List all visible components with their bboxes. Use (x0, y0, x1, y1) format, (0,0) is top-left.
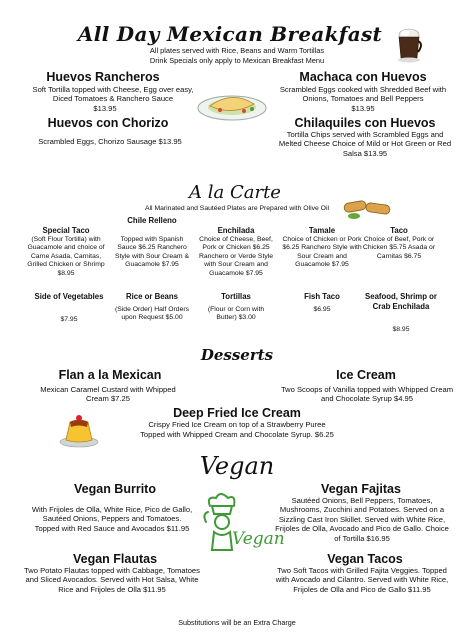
flan-desc: Mexican Caramel Custard with Whipped Cream $7.25 (40, 385, 176, 404)
footer-note: Substitutions will be an Extra Charge (178, 618, 296, 627)
deep-fried-desc-2: Topped with Whipped Cream and Chocolate Syrup. $6.25 (140, 430, 334, 439)
vegan-fajitas-desc: Sautéed Onions, Bell Peppers, Tomatoes, Mushrooms, Zucchini and Potatoes. Served on a Sizzling Cast Iron Skillet. Served with White Rice, Frijoles de Olla, Avocado and Pico de Gallo. Choice of Tortilla $16.95 (275, 496, 449, 543)
flan-icon (58, 414, 100, 448)
menu-title: All Day Mexican Breakfast (77, 22, 383, 46)
tamale-title: Tamale (308, 226, 336, 235)
desserts-title: Desserts (200, 346, 274, 364)
vegan-logo-text: Vegan (232, 529, 285, 549)
a-la-carte-note: All Marinated and Sautéed Plates are Prepared with Olive Oil (145, 205, 329, 212)
vegan-chef-logo (196, 492, 285, 556)
tamale-desc: Choice of Chicken or Pork $6.25 Ranchero Style with Sour Cream and Guacamole $7.95 (282, 236, 362, 269)
special-taco-desc: (Soft Flour Tortilla) with Guacamole and choice of Carne Asada, Carnitas, Grilled Chicken or Shrimp $8.95 (27, 236, 105, 277)
chile-relleno-title: Chile Relleno (127, 216, 177, 225)
machaca-price: $13.95 (351, 104, 375, 113)
ice-cream-desc: Two Scoops of Vanilla topped with Whipped Cream and Chocolate Syrup $4.95 (280, 385, 454, 404)
enchilada-desc: Choice of Cheese, Beef, Pork or Chicken $6.25 Ranchero or Verde Style with Sour Cream and Guacamole $7.95 (198, 236, 274, 277)
vegan-burrito-desc: With Frijoles de Olla, White Rice, Pico de Gallo, Sautéed Onions, Peppers and Tomatoes. Topped with Red Sauce and Avocados $11.95 (31, 505, 193, 533)
fish-taco-price: $6.95 (313, 306, 331, 313)
seafood-enchilada-price: $8.95 (392, 326, 410, 333)
deep-fried-desc-1: Crispy Fried Ice Cream on top of a Strawberry Puree (148, 420, 326, 429)
huevos-rancheros-price: $13.95 (93, 104, 117, 113)
taco-desc: Choice of Beef, Pork or Chicken $5.75 Asada or Carnitas $6.75 (362, 236, 436, 260)
ice-cream-title: Ice Cream (336, 368, 396, 382)
menu-subtitle-1: All plates served with Rice, Beans and Warm Tortillas (149, 46, 325, 55)
huevos-chorizo-title: Huevos con Chorizo (47, 116, 169, 130)
enchilada-title: Enchilada (217, 226, 255, 235)
huevos-rancheros-title: Huevos Rancheros (46, 70, 160, 84)
tortillas-title: Tortillas (221, 292, 251, 301)
vegan-fajitas-title: Vegan Fajitas (321, 482, 401, 496)
taco-title: Taco (390, 226, 408, 235)
tortillas-desc: (Flour or Corn with Butter) $3.00 (207, 306, 265, 322)
seafood-enchilada-title: Seafood, Shrimp or Crab Enchilada (365, 292, 437, 311)
vegan-title: Vegan (199, 452, 275, 480)
hot-chocolate-icon (394, 26, 424, 64)
flan-title: Flan a la Mexican (58, 368, 162, 382)
huevos-chorizo-desc: Scrambled Eggs, Chorizo Sausage $13.95 (38, 137, 182, 146)
side-vegetables-price: $7.95 (60, 316, 78, 323)
fish-taco-title: Fish Taco (304, 292, 340, 301)
rice-beans-desc: (Side Order) Half Orders upon Request $5.00 (114, 306, 190, 322)
vegan-tacos-desc: Two Soft Tacos with Grilled Fajita Veggies. Topped with Avocado and Cilantro. Served with White Rice, Frijoles de Olla and Pico de Gallo $11.95 (275, 566, 449, 594)
vegan-tacos-title: Vegan Tacos (327, 552, 403, 566)
breakfast-plate-icon (196, 88, 268, 122)
chilaquiles-title: Chilaquiles con Huevos (294, 116, 436, 130)
side-vegetables-title: Side of Vegetables (34, 292, 104, 301)
vegan-burrito-title: Vegan Burrito (74, 482, 156, 496)
vegan-flautas-title: Vegan Flautas (72, 552, 158, 566)
machaca-title: Machaca con Huevos (299, 70, 427, 84)
chile-relleno-desc: Topped with Spanish Sauce $6.25 Ranchero Style with Sour Cream & Guacamole $7.95 (114, 236, 190, 269)
taquitos-icon (342, 196, 394, 222)
huevos-rancheros-desc: Soft Tortilla topped with Cheese, Egg over easy, Diced Tomatoes & Ranchero Sauce (32, 85, 194, 104)
special-taco-title: Special Taco (42, 226, 90, 235)
machaca-desc: Scrambled Eggs cooked with Shredded Beef with Onions, Tomatoes and Bell Peppers (279, 85, 447, 104)
rice-beans-title: Rice or Beans (125, 292, 178, 301)
menu-subtitle-2: Drink Specials only apply to Mexican Breakfast Menu (149, 56, 325, 65)
a-la-carte-title: A la Carte (189, 182, 281, 203)
vegan-flautas-desc: Two Potato Flautas topped with Cabbage, Tomatoes and Sliced Avocados. Served with Hot Salsa, White Rice and Frijoles de Olla $11.95 (24, 566, 200, 594)
chilaquiles-desc: Tortilla Chips served with Scrambled Eggs and Melted Cheese Choice of Mild or Hot Green or Red Salsa $13.95 (278, 130, 452, 158)
deep-fried-ice-cream-title: Deep Fried Ice Cream (173, 406, 301, 420)
